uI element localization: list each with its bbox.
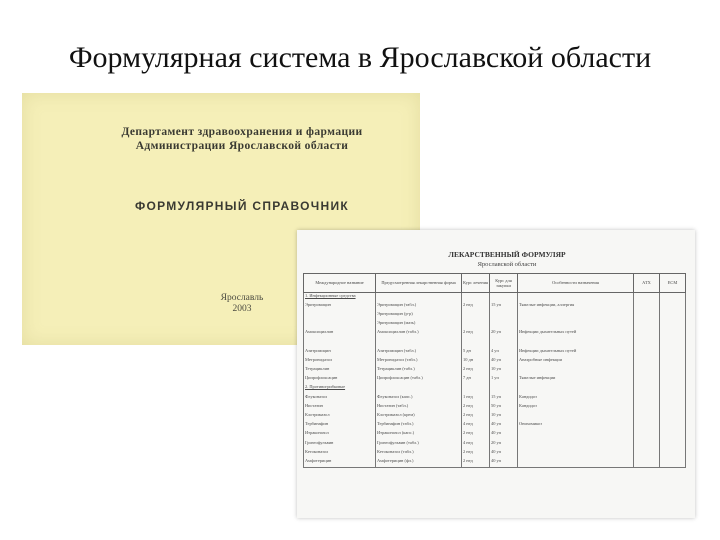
table-cell-empty [634,320,660,329]
table-cell-prep: Эритромицин (мазь) [376,320,462,329]
table-cell-name: Итраконазол [304,430,376,439]
table-cell-note [518,440,634,449]
table-cell-dur: 2 нед [462,412,490,421]
column-header: Предусмотренная лекарственная форма [376,274,462,293]
cover-city: Ярославль [220,293,264,303]
table-cell-empty [660,338,686,347]
table-cell-prep: Эритромицин (табл.) [376,302,462,311]
table-cell-note [518,412,634,421]
table-cell-prep: Тетрациклин (табл.) [376,366,462,375]
table-cell-empty [634,458,660,467]
table-cell-dur [462,293,490,302]
table-cell-dur: 10 дн [462,357,490,366]
sheet-subtitle: Ярославской области [477,261,537,268]
table-cell-prep [376,293,462,302]
table-cell-qty: 10 уп [490,366,518,375]
table-cell-prep: Гризеофульвин (табл.) [376,440,462,449]
table-cell-note: Кандидоз [518,403,634,412]
table-cell-note: Тяжелые инфекции, аллергия [518,302,634,311]
sheet-title: ЛЕКАРСТВЕННЫЙ ФОРМУЛЯР [448,250,566,259]
table-cell-qty [490,293,518,302]
column-header: Курс для закупки [490,274,518,293]
table-header-row [304,274,686,293]
table-cell-note [518,449,634,458]
table-cell-qty [490,338,518,347]
table-cell-name: Амоксициллин [304,329,376,338]
table-cell-name: Флуконазол [304,394,376,403]
cover-administration: Администрации Ярославской области [135,140,349,152]
table-cell-prep: Метронидазол (табл.) [376,357,462,366]
table-cell-empty [634,394,660,403]
table-cell-empty [660,449,686,458]
table-cell-note [518,366,634,375]
table-row [304,421,686,430]
table-cell-dur [462,384,490,393]
table-cell-prep: Итраконазол (капс.) [376,430,462,439]
table-cell-empty [660,366,686,375]
table-cell-note: Онихомикоз [518,421,634,430]
table-cell-dur [462,320,490,329]
table-row [304,458,686,467]
table-cell-note [518,311,634,320]
table-cell-note [518,458,634,467]
table-cell-note: Тяжелые инфекции [518,375,634,384]
table-row [304,320,686,329]
table-cell-dur: 4 нед [462,440,490,449]
table-cell-name: Кетоконазол [304,449,376,458]
table-row [304,394,686,403]
table-cell-note [518,320,634,329]
table-cell-prep: Флуконазол (капс.) [376,394,462,403]
table-cell-dur: 5 дн [462,348,490,357]
table-cell-empty [634,430,660,439]
table-cell-note [518,338,634,347]
table-cell-dur: 2 нед [462,403,490,412]
table-cell-empty [660,430,686,439]
table-row [304,449,686,458]
table-cell-name: Клотримазол [304,412,376,421]
table-cell-dur: 4 нед [462,421,490,430]
table-cell-empty [660,311,686,320]
slide-title: Формулярная система в Ярославской области [68,41,652,74]
table-cell-qty: 40 уп [490,458,518,467]
table-cell-name: Метронидазол [304,357,376,366]
table-cell-empty [634,440,660,449]
table-cell-name [304,338,376,347]
table-cell-note [518,293,634,302]
table-cell-note: Анаэробные инфекции [518,357,634,366]
table-cell-empty [660,458,686,467]
table-cell-empty [634,366,660,375]
table-cell-name [304,320,376,329]
table-cell-name: Тетрациклин [304,366,376,375]
table-cell-dur: 2 нед [462,302,490,311]
table-cell-empty [660,421,686,430]
table-cell-note [518,384,634,393]
table-cell-qty: 20 уп [490,440,518,449]
table-cell-qty: 40 уп [490,430,518,439]
formulary-table [303,273,686,468]
table-cell-empty [634,348,660,357]
table-cell-prep: Нистатин (табл.) [376,403,462,412]
table-cell-note: Инфекции дыхательных путей [518,348,634,357]
table-cell-qty: 40 уп [490,449,518,458]
table-cell-qty: 1 уп [490,375,518,384]
table-cell-empty [634,357,660,366]
table-cell-note [518,430,634,439]
table-cell-name: Тербинафин [304,421,376,430]
table-row [304,357,686,366]
column-header: Международное название [304,274,376,293]
table-cell-dur: 2 нед [462,458,490,467]
table-cell-empty [660,329,686,338]
table-row [304,311,686,320]
table-cell-empty [660,403,686,412]
table-cell-empty [660,320,686,329]
table-cell-name: Нистатин [304,403,376,412]
table-cell-empty [660,375,686,384]
table-cell-name: Азитромицин [304,348,376,357]
table-cell-note: Инфекции дыхательных путей [518,329,634,338]
table-cell-dur: 2 нед [462,430,490,439]
cover-book-title: ФОРМУЛЯРНЫЙ СПРАВОЧНИК [134,199,350,213]
table-cell-prep: Эритромицин (р-р) [376,311,462,320]
column-header: ЕСМ [660,274,686,293]
table-cell-dur: 7 дн [462,375,490,384]
table-cell-qty [490,311,518,320]
table-cell-prep: Тербинафин (табл.) [376,421,462,430]
table-row [304,430,686,439]
table-cell-qty [490,384,518,393]
table-cell-prep [376,384,462,393]
table-cell-qty: 15 уп [490,394,518,403]
table-cell-qty: 4 уп [490,348,518,357]
formulary-sheet-image [297,230,695,518]
table-cell-empty [634,375,660,384]
table-cell-empty [634,449,660,458]
table-row [304,440,686,449]
table-cell-empty [634,384,660,393]
table-cell-qty: 15 уп [490,302,518,311]
table-cell-qty: 40 уп [490,357,518,366]
table-row [304,302,686,311]
table-cell-name [304,311,376,320]
table-cell-empty [660,412,686,421]
table-cell-prep: Амоксициллин (табл.) [376,329,462,338]
table-cell-name: Амфотерицин [304,458,376,467]
table-cell-empty [660,394,686,403]
table-row [304,384,686,393]
table-cell-empty [660,293,686,302]
table-cell-prep: Клотримазол (крем) [376,412,462,421]
table-cell-empty [634,403,660,412]
table-cell-empty [660,384,686,393]
table-cell-dur: 2 нед [462,449,490,458]
table-cell-prep: Амфотерицин (фл.) [376,458,462,467]
table-row [304,403,686,412]
table-row [304,338,686,347]
table-cell-prep: Кетоконазол (табл.) [376,449,462,458]
table-cell-empty [660,357,686,366]
table-cell-dur: 1 нед [462,394,490,403]
table-row [304,412,686,421]
table-cell-prep: Ципрофлоксацин (табл.) [376,375,462,384]
table-cell-empty [660,302,686,311]
table-cell-qty [490,320,518,329]
table-row [304,293,686,302]
table-cell-empty [634,329,660,338]
table-row [304,375,686,384]
table-cell-qty: 10 уп [490,412,518,421]
table-cell-dur [462,311,490,320]
table-cell-name: Гризеофульвин [304,440,376,449]
table-cell-qty: 20 уп [490,329,518,338]
table-cell-prep: Азитромицин (табл.) [376,348,462,357]
table-cell-dur: 2 нед [462,329,490,338]
table-cell-prep [376,338,462,347]
table-cell-empty [634,293,660,302]
table-cell-qty: 50 уп [490,403,518,412]
column-header: Особенности назначения [518,274,634,293]
cover-year: 2003 [232,304,252,314]
table-cell-dur [462,338,490,347]
table-cell-empty [660,440,686,449]
table-cell-name: Эритромицин [304,302,376,311]
table-cell-note: Кандидоз [518,394,634,403]
table-cell-name: 2. Противогрибковые [304,384,376,393]
table-cell-empty [634,338,660,347]
table-row [304,348,686,357]
table-cell-dur: 2 нед [462,366,490,375]
table-cell-empty [634,421,660,430]
column-header: АТХ [634,274,660,293]
column-header: Курс лечения [462,274,490,293]
table-cell-empty [634,412,660,421]
table-cell-name: 1. Инфекционные средства [304,293,376,302]
cover-department: Департамент здравоохранения и фармации [121,126,363,138]
table-cell-empty [634,302,660,311]
table-cell-empty [634,311,660,320]
table-cell-empty [660,348,686,357]
table-cell-name: Ципрофлоксацин [304,375,376,384]
table-row [304,329,686,338]
table-cell-qty: 40 уп [490,421,518,430]
table-row [304,366,686,375]
